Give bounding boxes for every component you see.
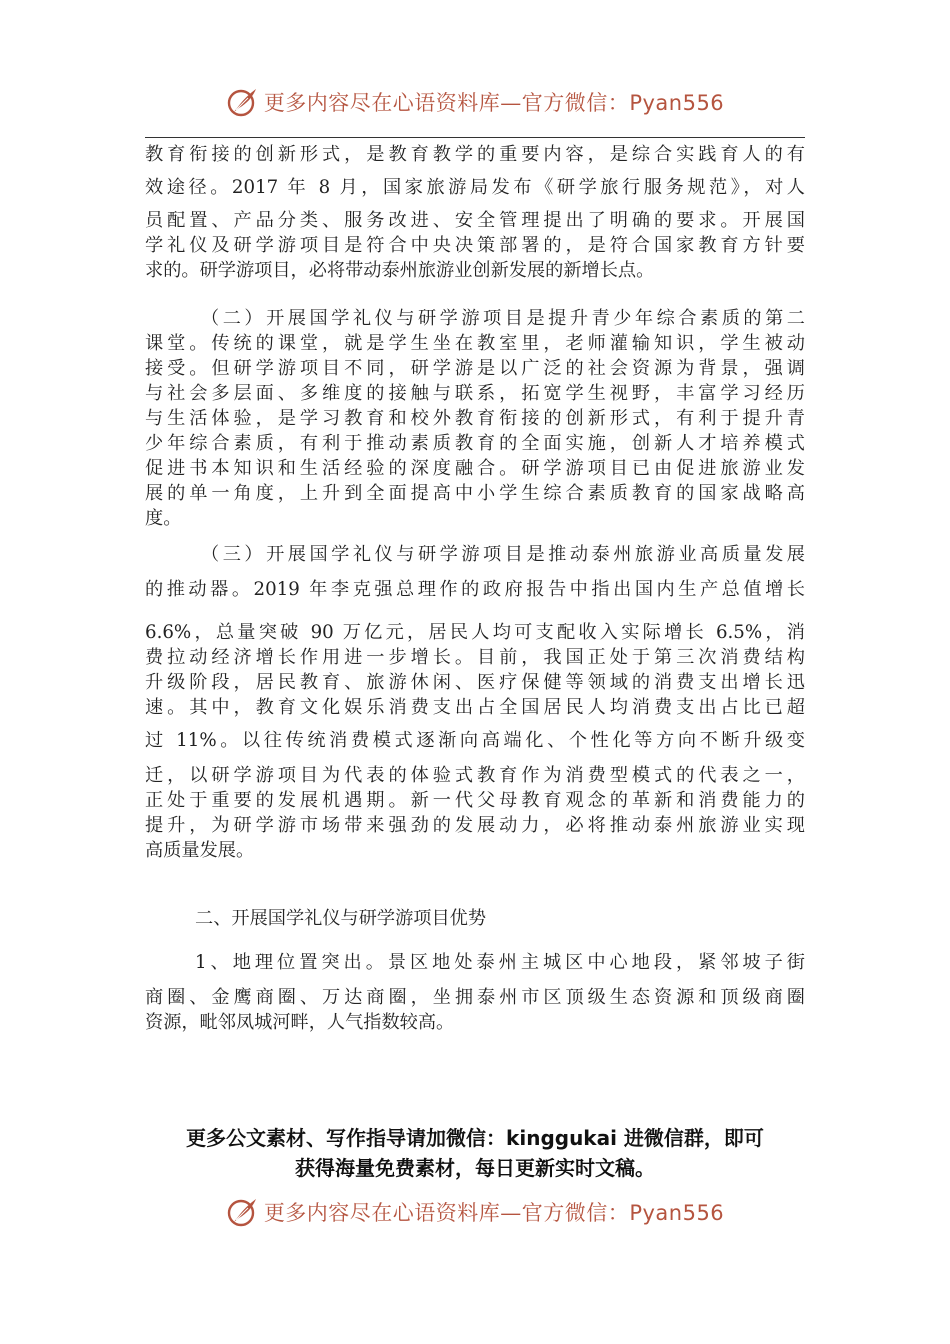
promo-line-1: 更多公文素材、写作指导请加微信：kinggukai 进微信群，即可 — [186, 1126, 764, 1150]
text-line: 正处于重要的发展机遇期。新一代父母教育观念的革新和消费能力的 — [145, 790, 805, 811]
text-line: 升级阶段，居民教育、旅游休闲、医疗保健等领域的消费支出增长迅 — [145, 672, 805, 693]
text-line: 效途径。2017 年 8 月，国家旅游局发布《研学旅行服务规范》，对人 — [145, 177, 805, 198]
paragraph-2 — [145, 306, 805, 531]
text-line: 1、地理位置突出。景区地处泰州主城区中心地段，紧邻坡子街 — [195, 952, 805, 973]
text-line: 资源，毗邻凤城河畔，人气指数较高。 — [145, 1012, 455, 1033]
text-line: （二）开展国学礼仪与研学游项目是提升青少年综合素质的第二 — [201, 308, 805, 329]
text-line: 员配置、产品分类、服务改进、安全管理提出了明确的要求。开展国 — [145, 210, 805, 231]
text-line: 度。 — [145, 508, 182, 529]
feather-circle-logo-icon — [226, 86, 258, 118]
promo-note — [0, 1123, 950, 1183]
paragraph-3 — [145, 542, 805, 863]
text-line: 费拉动经济增长作用进一步增长。目前，我国正处于第三次消费结构 — [145, 647, 805, 668]
header-banner — [0, 82, 950, 122]
banner-text: 更多内容尽在心语资料库—官方微信：Pyan556 — [263, 91, 725, 115]
text-line: 少年综合素质，有利于推动素质教育的全面实施，创新人才培养模式 — [145, 433, 805, 454]
banner-text: 更多内容尽在心语资料库—官方微信：Pyan556 — [263, 1201, 725, 1225]
section-heading — [145, 906, 805, 931]
wechat-id: Pyan556 — [629, 1201, 725, 1225]
text-line: 接受。但研学游项目不同，研学游是以广泛的社会资源为背景，强调 — [145, 358, 805, 379]
text-line: 迁，以研学游项目为代表的体验式教育作为消费型模式的代表之一， — [145, 765, 805, 786]
text-line: 提升，为研学游市场带来强劲的发展动力，必将推动泰州旅游业实现 — [145, 815, 805, 836]
text-line: 促进书本知识和生活经验的深度融合。研学游项目已由促进旅游业发 — [145, 458, 805, 479]
text-line: 速。其中，教育文化娱乐消费支出占全国居民人均消费支出占比已超 — [145, 697, 805, 718]
footer-banner — [0, 1192, 950, 1232]
header-rule — [145, 137, 805, 138]
text-line: 过 11%。以往传统消费模式逐渐向高端化、个性化等方向不断升级变 — [145, 730, 805, 751]
text-line: （三）开展国学礼仪与研学游项目是推动泰州旅游业高质量发展 — [201, 544, 805, 565]
text-line: 课堂。传统的课堂，就是学生坐在教室里，老师灌输知识，学生被动 — [145, 333, 805, 354]
text-line: 教育衔接的创新形式，是教育教学的重要内容，是综合实践育人的有 — [145, 144, 805, 165]
text-line: 学礼仪及研学游项目是符合中央决策部署的，是符合国家教育方针要 — [145, 235, 805, 256]
text-line: 与社会多层面、多维度的接触与联系，拓宽学生视野，丰富学习经历 — [145, 383, 805, 404]
heading-text: 二、开展国学礼仪与研学游项目优势 — [195, 908, 487, 929]
paragraph-4 — [145, 950, 805, 1035]
text-line: 高质量发展。 — [145, 840, 255, 861]
text-line: 展的单一角度，上升到全面提高中小学生综合素质教育的国家战略高 — [145, 483, 805, 504]
promo-line-2: 获得海量免费素材，每日更新实时文稿。 — [295, 1156, 655, 1180]
text-line: 6.6%，总量突破 90 万亿元，居民人均可支配收入实际增长 6.5%，消 — [145, 622, 805, 643]
paragraph-1 — [145, 142, 805, 283]
wechat-id: Pyan556 — [629, 91, 725, 115]
text-line: 的推动器。2019 年李克强总理作的政府报告中指出国内生产总值增长 — [145, 579, 805, 600]
text-line: 商圈、金鹰商圈、万达商圈，坐拥泰州市区顶级生态资源和顶级商圈 — [145, 987, 805, 1008]
text-line: 与生活体验，是学习教育和校外教育衔接的创新形式，有利于提升青 — [145, 408, 805, 429]
feather-circle-logo-icon — [226, 1196, 258, 1228]
text-line: 求的。研学游项目，必将带动泰州旅游业创新发展的新增长点。 — [145, 260, 655, 281]
